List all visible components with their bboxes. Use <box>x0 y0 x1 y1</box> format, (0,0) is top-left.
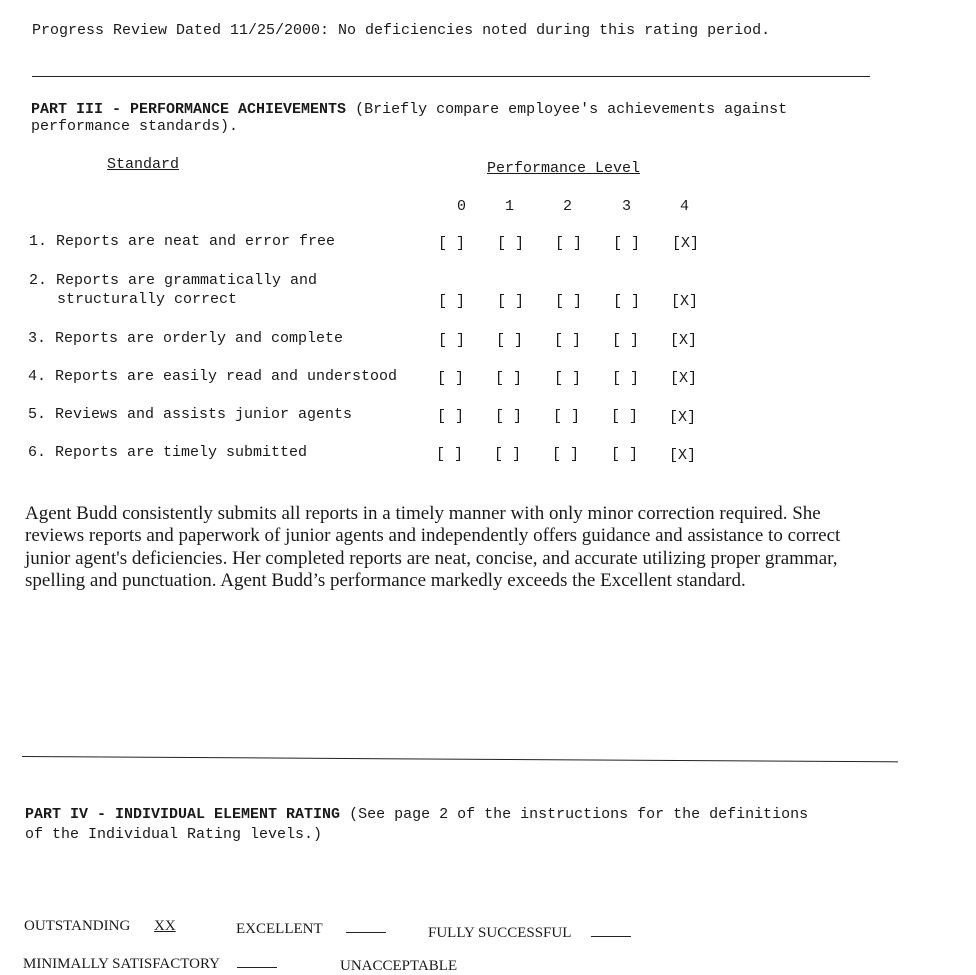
part3-heading: PART III - PERFORMANCE ACHIEVEMENTS <box>31 101 347 118</box>
checkbox-row2-level2: [ ] <box>555 293 583 310</box>
minimally-satisfactory-blank <box>237 955 277 968</box>
checkbox-row5-level0: [ ] <box>437 408 465 425</box>
part4-heading-line <box>25 806 808 823</box>
checkbox-row6-level3: [ ] <box>611 446 639 463</box>
checkbox-row4-level4: [X] <box>670 370 698 387</box>
rating-unacceptable <box>340 958 457 975</box>
checkbox-row1-level1: [ ] <box>497 235 525 252</box>
checkbox-row6-level1: [ ] <box>494 446 522 463</box>
part4-heading: PART IV - INDIVIDUAL ELEMENT RATING <box>25 806 341 823</box>
checkbox-row4-level1: [ ] <box>495 370 523 387</box>
standard-item-6: 6. Reports are timely submitted <box>28 444 308 461</box>
unacceptable-label: UNACCEPTABLE <box>340 958 458 974</box>
standard-item-4: 4. Reports are easily read and understood <box>28 368 398 385</box>
checkbox-row1-level2: [ ] <box>555 235 583 252</box>
checkbox-row3-level1: [ ] <box>496 332 524 349</box>
outstanding-label: OUTSTANDING <box>24 918 131 934</box>
fully-successful-label: FULLY SUCCESSFUL <box>428 925 571 941</box>
rating-minimally-satisfactory <box>23 955 277 973</box>
standard-item-5: 5. Reviews and assists junior agents <box>28 406 353 423</box>
rating-excellent <box>236 920 386 938</box>
checkbox-row4-level0: [ ] <box>437 370 465 387</box>
checkbox-row3-level3: [ ] <box>612 332 640 349</box>
level-1: 1 <box>505 198 515 215</box>
standard-item-1: 1. Reports are neat and error free <box>29 233 336 250</box>
progress-review-text: Progress Review Dated 11/25/2000: No deficiencies noted during this rating period. <box>32 22 771 39</box>
narrative-line-4: spelling and punctuation. Agent Budd’s performance markedly exceeds the Excellent standard. <box>25 570 746 591</box>
part3-heading-line <box>31 101 787 118</box>
standard-header: Standard <box>107 156 180 173</box>
checkbox-row2-level1: [ ] <box>497 293 525 310</box>
minimally-satisfactory-label: MINIMALLY SATISFACTORY <box>23 956 220 972</box>
divider-line <box>22 756 898 762</box>
level-2: 2 <box>563 198 573 215</box>
checkbox-row2-level0: [ ] <box>438 293 466 310</box>
standard-item-2: 2. Reports are grammatically and <box>29 272 318 289</box>
narrative-line-2: reviews reports and paperwork of junior agents and independently offers guidance and assistance to correct <box>25 525 841 546</box>
standard-item-2-cont: structurally correct <box>57 291 238 308</box>
rating-outstanding <box>24 918 186 935</box>
checkbox-row1-level4: [X] <box>672 235 700 252</box>
checkbox-row5-level4: [X] <box>669 409 697 426</box>
fully-successful-blank <box>591 924 631 937</box>
checkbox-row1-level3: [ ] <box>613 235 641 252</box>
standard-item-3: 3. Reports are orderly and complete <box>28 330 344 347</box>
part3-instruction-cont: performance standards). <box>31 118 239 135</box>
part4-instruction-cont: of the Individual Rating levels.) <box>25 826 323 843</box>
part3-instruction: (Briefly compare employee's achievements against <box>355 101 788 118</box>
level-3: 3 <box>622 198 632 215</box>
checkbox-row3-level2: [ ] <box>554 332 582 349</box>
checkbox-row3-level4: [X] <box>670 332 698 349</box>
checkbox-row5-level3: [ ] <box>611 408 639 425</box>
excellent-blank <box>346 920 386 933</box>
excellent-label: EXCELLENT <box>236 921 323 937</box>
checkbox-row4-level2: [ ] <box>554 370 582 387</box>
performance-level-header: Performance Level <box>487 160 641 177</box>
narrative-line-1: Agent Budd consistently submits all reports in a timely manner with only minor correction required. She <box>25 503 821 524</box>
checkbox-row3-level0: [ ] <box>438 332 466 349</box>
level-0: 0 <box>457 198 467 215</box>
checkbox-row5-level2: [ ] <box>553 408 581 425</box>
part4-instruction: (See page 2 of the instructions for the definitions <box>349 806 809 823</box>
checkbox-row4-level3: [ ] <box>612 370 640 387</box>
checkbox-row5-level1: [ ] <box>495 408 523 425</box>
checkbox-row6-level4: [X] <box>669 447 697 464</box>
rating-fully-successful <box>428 924 631 942</box>
divider-line <box>32 76 870 77</box>
checkbox-row2-level4: [X] <box>671 293 699 310</box>
narrative-line-3: junior agent's deficiencies. Her completed reports are neat, concise, and accurate utilizing proper grammar, <box>25 548 838 569</box>
outstanding-mark: XX <box>154 918 176 934</box>
checkbox-row6-level2: [ ] <box>552 446 580 463</box>
checkbox-row6-level0: [ ] <box>436 446 464 463</box>
checkbox-row2-level3: [ ] <box>613 293 641 310</box>
checkbox-row1-level0: [ ] <box>438 235 466 252</box>
level-4: 4 <box>680 198 690 215</box>
